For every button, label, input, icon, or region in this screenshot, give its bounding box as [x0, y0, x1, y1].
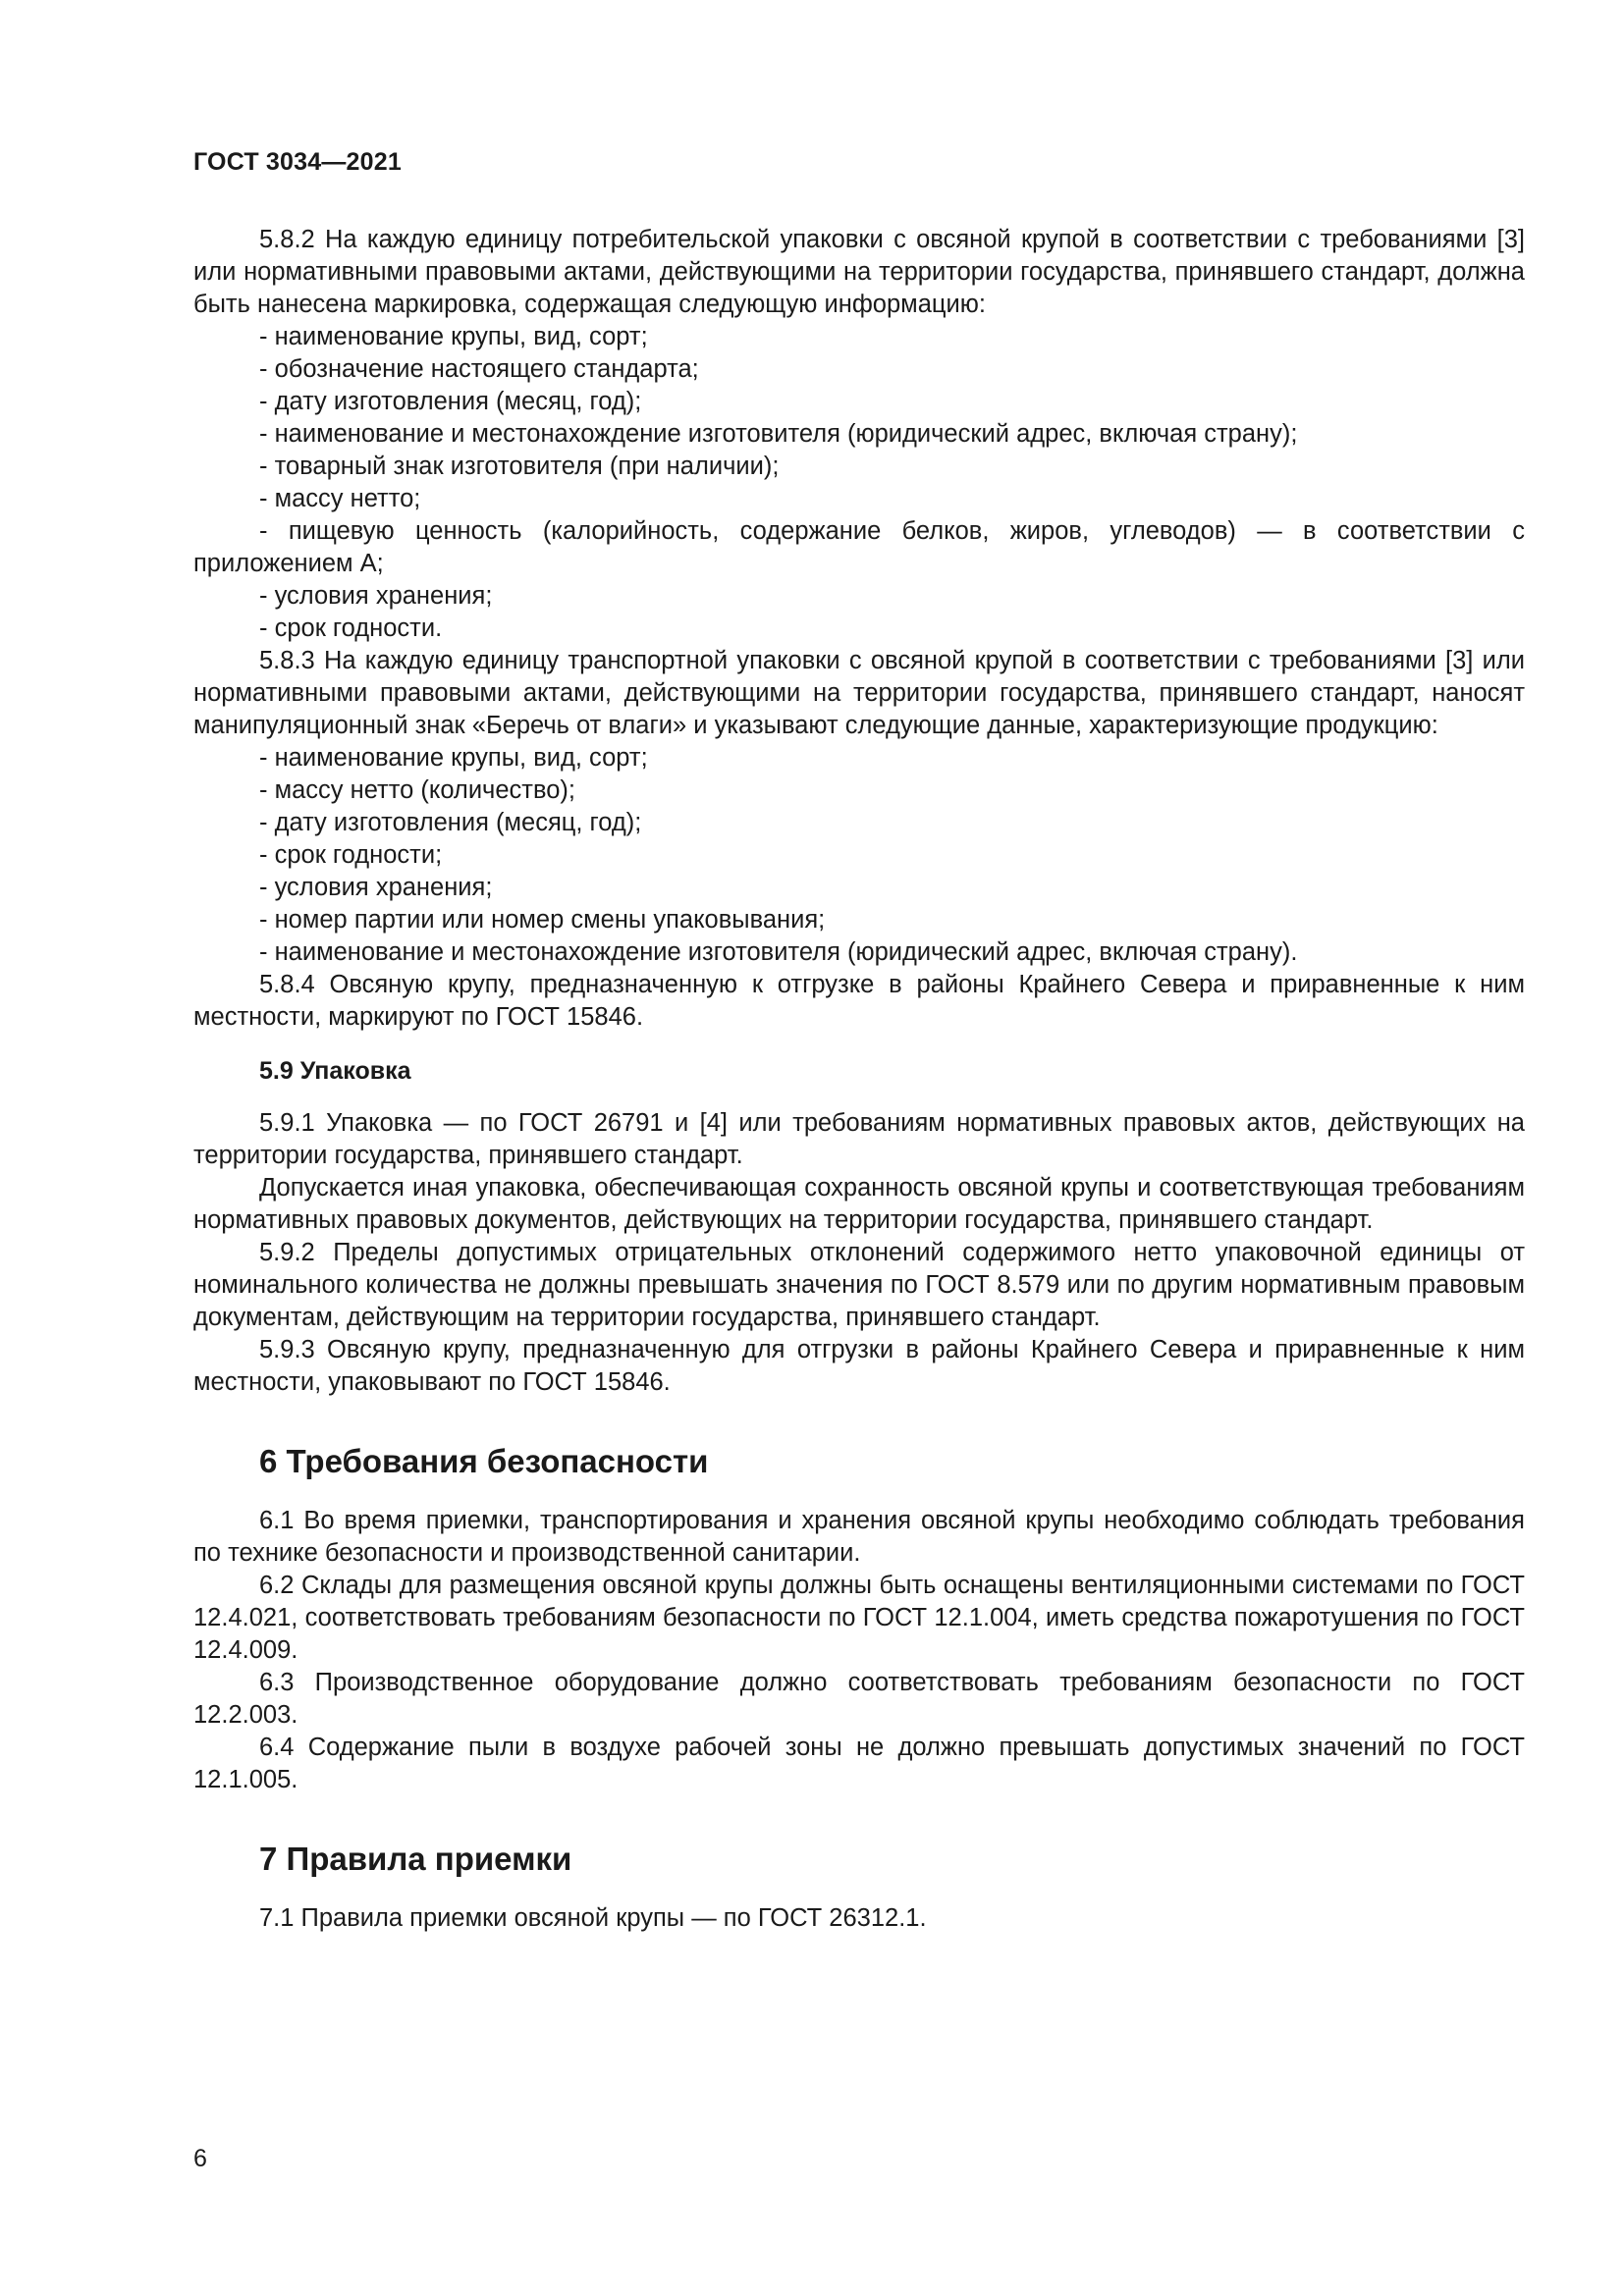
- clause-5-9-2: 5.9.2 Пределы допустимых отрицательных отклонений содержимого нетто упаковочной единицы от номинального количества не должны превышать значения по ГОСТ 8.579 или по другим нормативным правовым документам, действующим на территории государства, принявшего стандарт.: [193, 1239, 1525, 1331]
- list-item: - дату изготовления (месяц, год);: [259, 388, 642, 415]
- list-item: - пищевую ценность (калорийность, содержание белков, жиров, углеводов) — в соответствии с приложением А;: [193, 517, 1525, 577]
- list-item: - массу нетто (количество);: [259, 776, 575, 804]
- clause-5-9-1-extra: Допускается иная упаковка, обеспечивающая сохранность овсяной крупы и соответствующая требованиям нормативных правовых документов, действующих на территории государства, принявшего стандарт.: [193, 1174, 1525, 1234]
- list-item: - дату изготовления (месяц, год);: [259, 809, 642, 836]
- subsection-heading-5-9: 5.9 Упаковка: [259, 1057, 411, 1085]
- list-item: - наименование крупы, вид, сорт;: [259, 744, 648, 772]
- list-item: - наименование крупы, вид, сорт;: [259, 323, 648, 350]
- section-heading-7: 7 Правила приемки: [259, 1841, 572, 1877]
- clause-5-9-1: 5.9.1 Упаковка — по ГОСТ 26791 и [4] или требованиям нормативных правовых актов, действующих на территории государства, принявшего стандарт.: [193, 1109, 1525, 1169]
- list-item: - срок годности.: [259, 614, 443, 642]
- document-code-header: ГОСТ 3034—2021: [193, 148, 402, 176]
- list-item: - условия хранения;: [259, 874, 493, 901]
- list-item: - номер партии или номер смены упаковывания;: [259, 906, 826, 934]
- document-body: [193, 224, 1525, 1935]
- page-number: 6: [193, 2145, 207, 2172]
- list-item: - наименование и местонахождение изготовителя (юридический адрес, включая страну);: [259, 420, 1298, 448]
- clause-7-1: 7.1 Правила приемки овсяной крупы — по ГОСТ 26312.1.: [259, 1904, 927, 1932]
- clause-6-2: 6.2 Склады для размещения овсяной крупы должны быть оснащены вентиляционными системами по ГОСТ 12.4.021, соответствовать требованиям безопасности по ГОСТ 12.1.004, иметь средства пожаротушения по ГОСТ 12.4.009.: [193, 1572, 1525, 1664]
- list-item: - обозначение настоящего стандарта;: [259, 355, 699, 383]
- clause-5-8-3-intro: 5.8.3 На каждую единицу транспортной упаковки с овсяной крупой в соответствии с требованиями [3] или нормативными правовыми актами, действующими на территории государства, принявшего стандарт, наносят манипуляционный знак «Беречь от влаги» и указывают следующие данные, характеризующие продукцию:: [193, 647, 1525, 739]
- clause-6-1: 6.1 Во время приемки, транспортирования и хранения овсяной крупы необходимо соблюдать требования по технике безопасности и производственной санитарии.: [193, 1507, 1525, 1567]
- clause-6-4: 6.4 Содержание пыли в воздухе рабочей зоны не должно превышать допустимых значений по ГОСТ 12.1.005.: [193, 1734, 1525, 1793]
- list-item: - срок годности;: [259, 841, 443, 869]
- clause-5-9-3: 5.9.3 Овсяную крупу, предназначенную для отгрузки в районы Крайнего Севера и приравненные к ним местности, упаковывают по ГОСТ 15846.: [193, 1336, 1525, 1396]
- section-heading-6: 6 Требования безопасности: [259, 1443, 709, 1479]
- list-item: - условия хранения;: [259, 582, 493, 610]
- list-item: - массу нетто;: [259, 485, 421, 512]
- clause-5-8-2-intro: 5.8.2 На каждую единицу потребительской упаковки с овсяной крупой в соответствии с требованиями [3] или нормативными правовыми актами, действующими на территории государства, принявшего стандарт, должна быть нанесена маркировка, содержащая следующую информацию:: [193, 226, 1525, 318]
- clause-5-8-4: 5.8.4 Овсяную крупу, предназначенную к отгрузке в районы Крайнего Севера и приравненные к ним местности, маркируют по ГОСТ 15846.: [193, 971, 1525, 1031]
- clause-6-3: 6.3 Производственное оборудование должно соответствовать требованиям безопасности по ГОСТ 12.2.003.: [193, 1669, 1525, 1729]
- list-item: - товарный знак изготовителя (при наличии);: [259, 453, 780, 480]
- list-item: - наименование и местонахождение изготовителя (юридический адрес, включая страну).: [259, 938, 1298, 966]
